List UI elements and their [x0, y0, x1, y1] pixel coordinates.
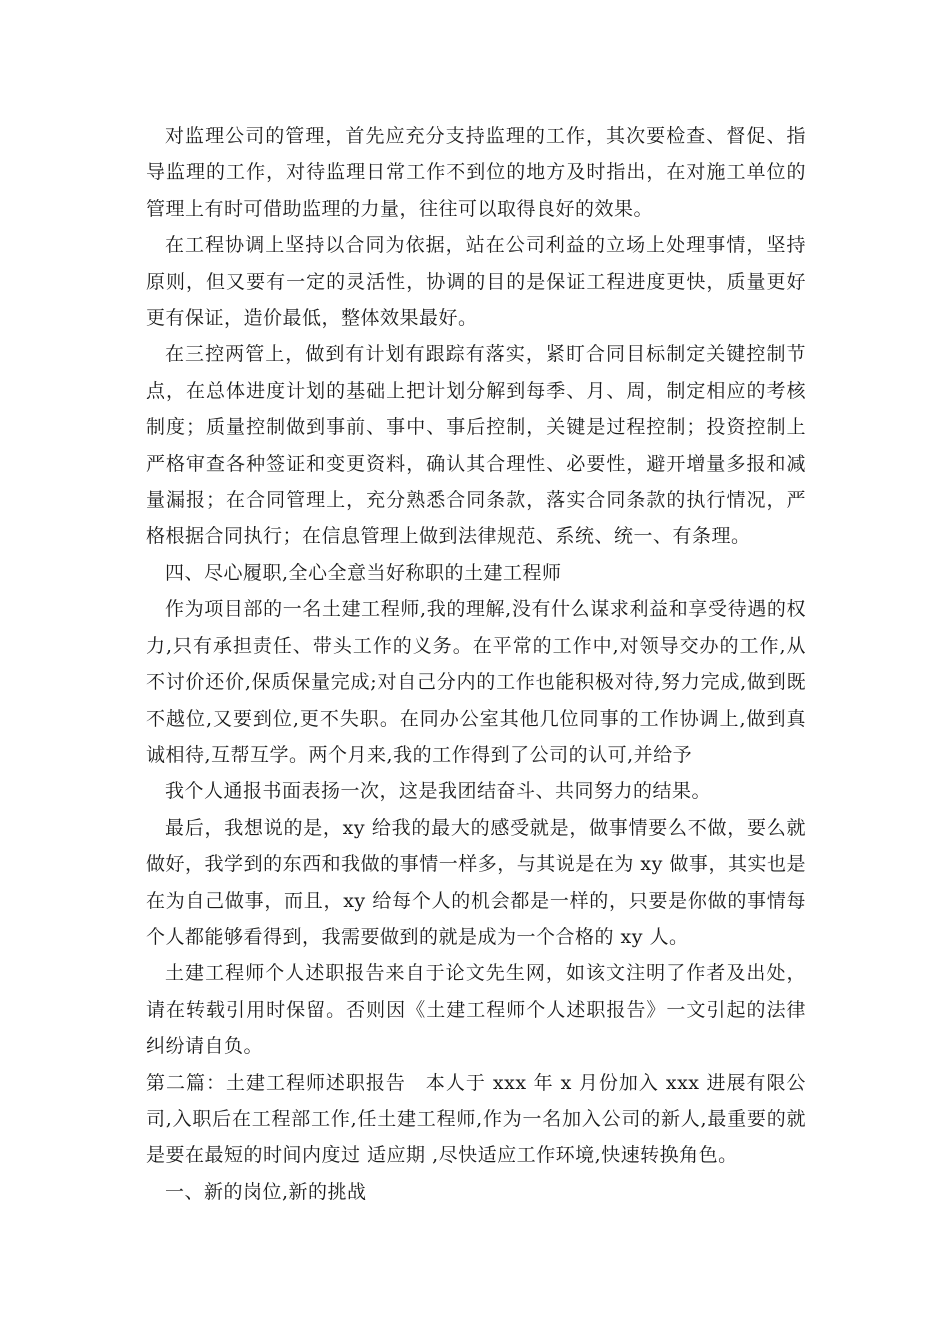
- section-heading-4: 四、尽心履职,全心全意当好称职的土建工程师: [165, 561, 562, 584]
- section-heading-1: 一、新的岗位,新的挑战: [165, 1180, 367, 1203]
- paragraph-commendation: 我个人通报书面表扬一次，这是我团结奋斗、共同努力的结果。: [165, 780, 712, 803]
- paragraph-supervision: 对监理公司的管理，首先应充分支持监理的工作，其次要检查、督促、指导监理的工作，对待监理日常工作不到位的地方及时指出，在对施工单位的管理上有时可借助监理的力量，往往可以取得良好的效果。: [146, 125, 806, 220]
- paragraph-conclusion: 最后，我想说的是，xy 给我的最大的感受就是，做事情要么不做，要么就做好，我学到的东西和我做的事情一样多，与其说是在为 xy 做事，其实也是在为自己做事，而且，xy 给每个人的机会都是一样的，只要是你做的事情每个人都能够看得到，我需要做到的就是成为一个合格的 xy 人。: [146, 816, 806, 948]
- document-body: [146, 118, 806, 1210]
- paragraph-second-report: 第二篇：土建工程师述职报告 本人于 xxx 年 x 月份加入 xxx 进展有限公司,入职后在工程部工作,任土建工程师,作为一名加入公司的新人,最重要的就是要在最短的时间内度过 适应期 ,尽快适应工作环境,快速转换角色。: [146, 1071, 806, 1167]
- paragraph-coordination: 在工程协调上坚持以合同为依据，站在公司利益的立场上处理事情，坚持原则，但又要有一定的灵活性，协调的目的是保证工程进度更快，质量更好更有保证，造价最低，整体效果最好。: [146, 234, 806, 330]
- paragraph-three-controls: 在三控两管上，做到有计划有跟踪有落实，紧盯合同目标制定关键控制节点，在总体进度计划的基础上把计划分解到每季、月、周，制定相应的考核制度；质量控制做到事前、事中、事后控制，关键是过程控制；投资控制上严格审查各种签证和变更资料，确认其合理性、必要性，避开增量多报和减量漏报；在合同管理上，充分熟悉合同条款，落实合同条款的执行情况，严格根据合同执行；在信息管理上做到法律规范、系统、统一、有条理。: [146, 343, 806, 548]
- paragraph-role: 作为项目部的一名土建工程师,我的理解,没有什么谋求利益和享受待遇的权力,只有承担责任、带头工作的义务。在平常的工作中,对领导交办的工作,从不讨价还价,保质保量完成;对自己分内的工作也能积极对待,努力完成,做到既不越位,又要到位,更不失职。在同办公室其他几位同事的工作协调上,做到真诚相待,互帮互学。两个月来,我的工作得到了公司的认可,并给予: [146, 598, 806, 766]
- paragraph-source-note: 土建工程师个人述职报告来自于论文先生网，如该文注明了作者及出处，请在转载引用时保留。否则因《土建工程师个人述职报告》一文引起的法律纠纷请自负。: [146, 962, 806, 1058]
